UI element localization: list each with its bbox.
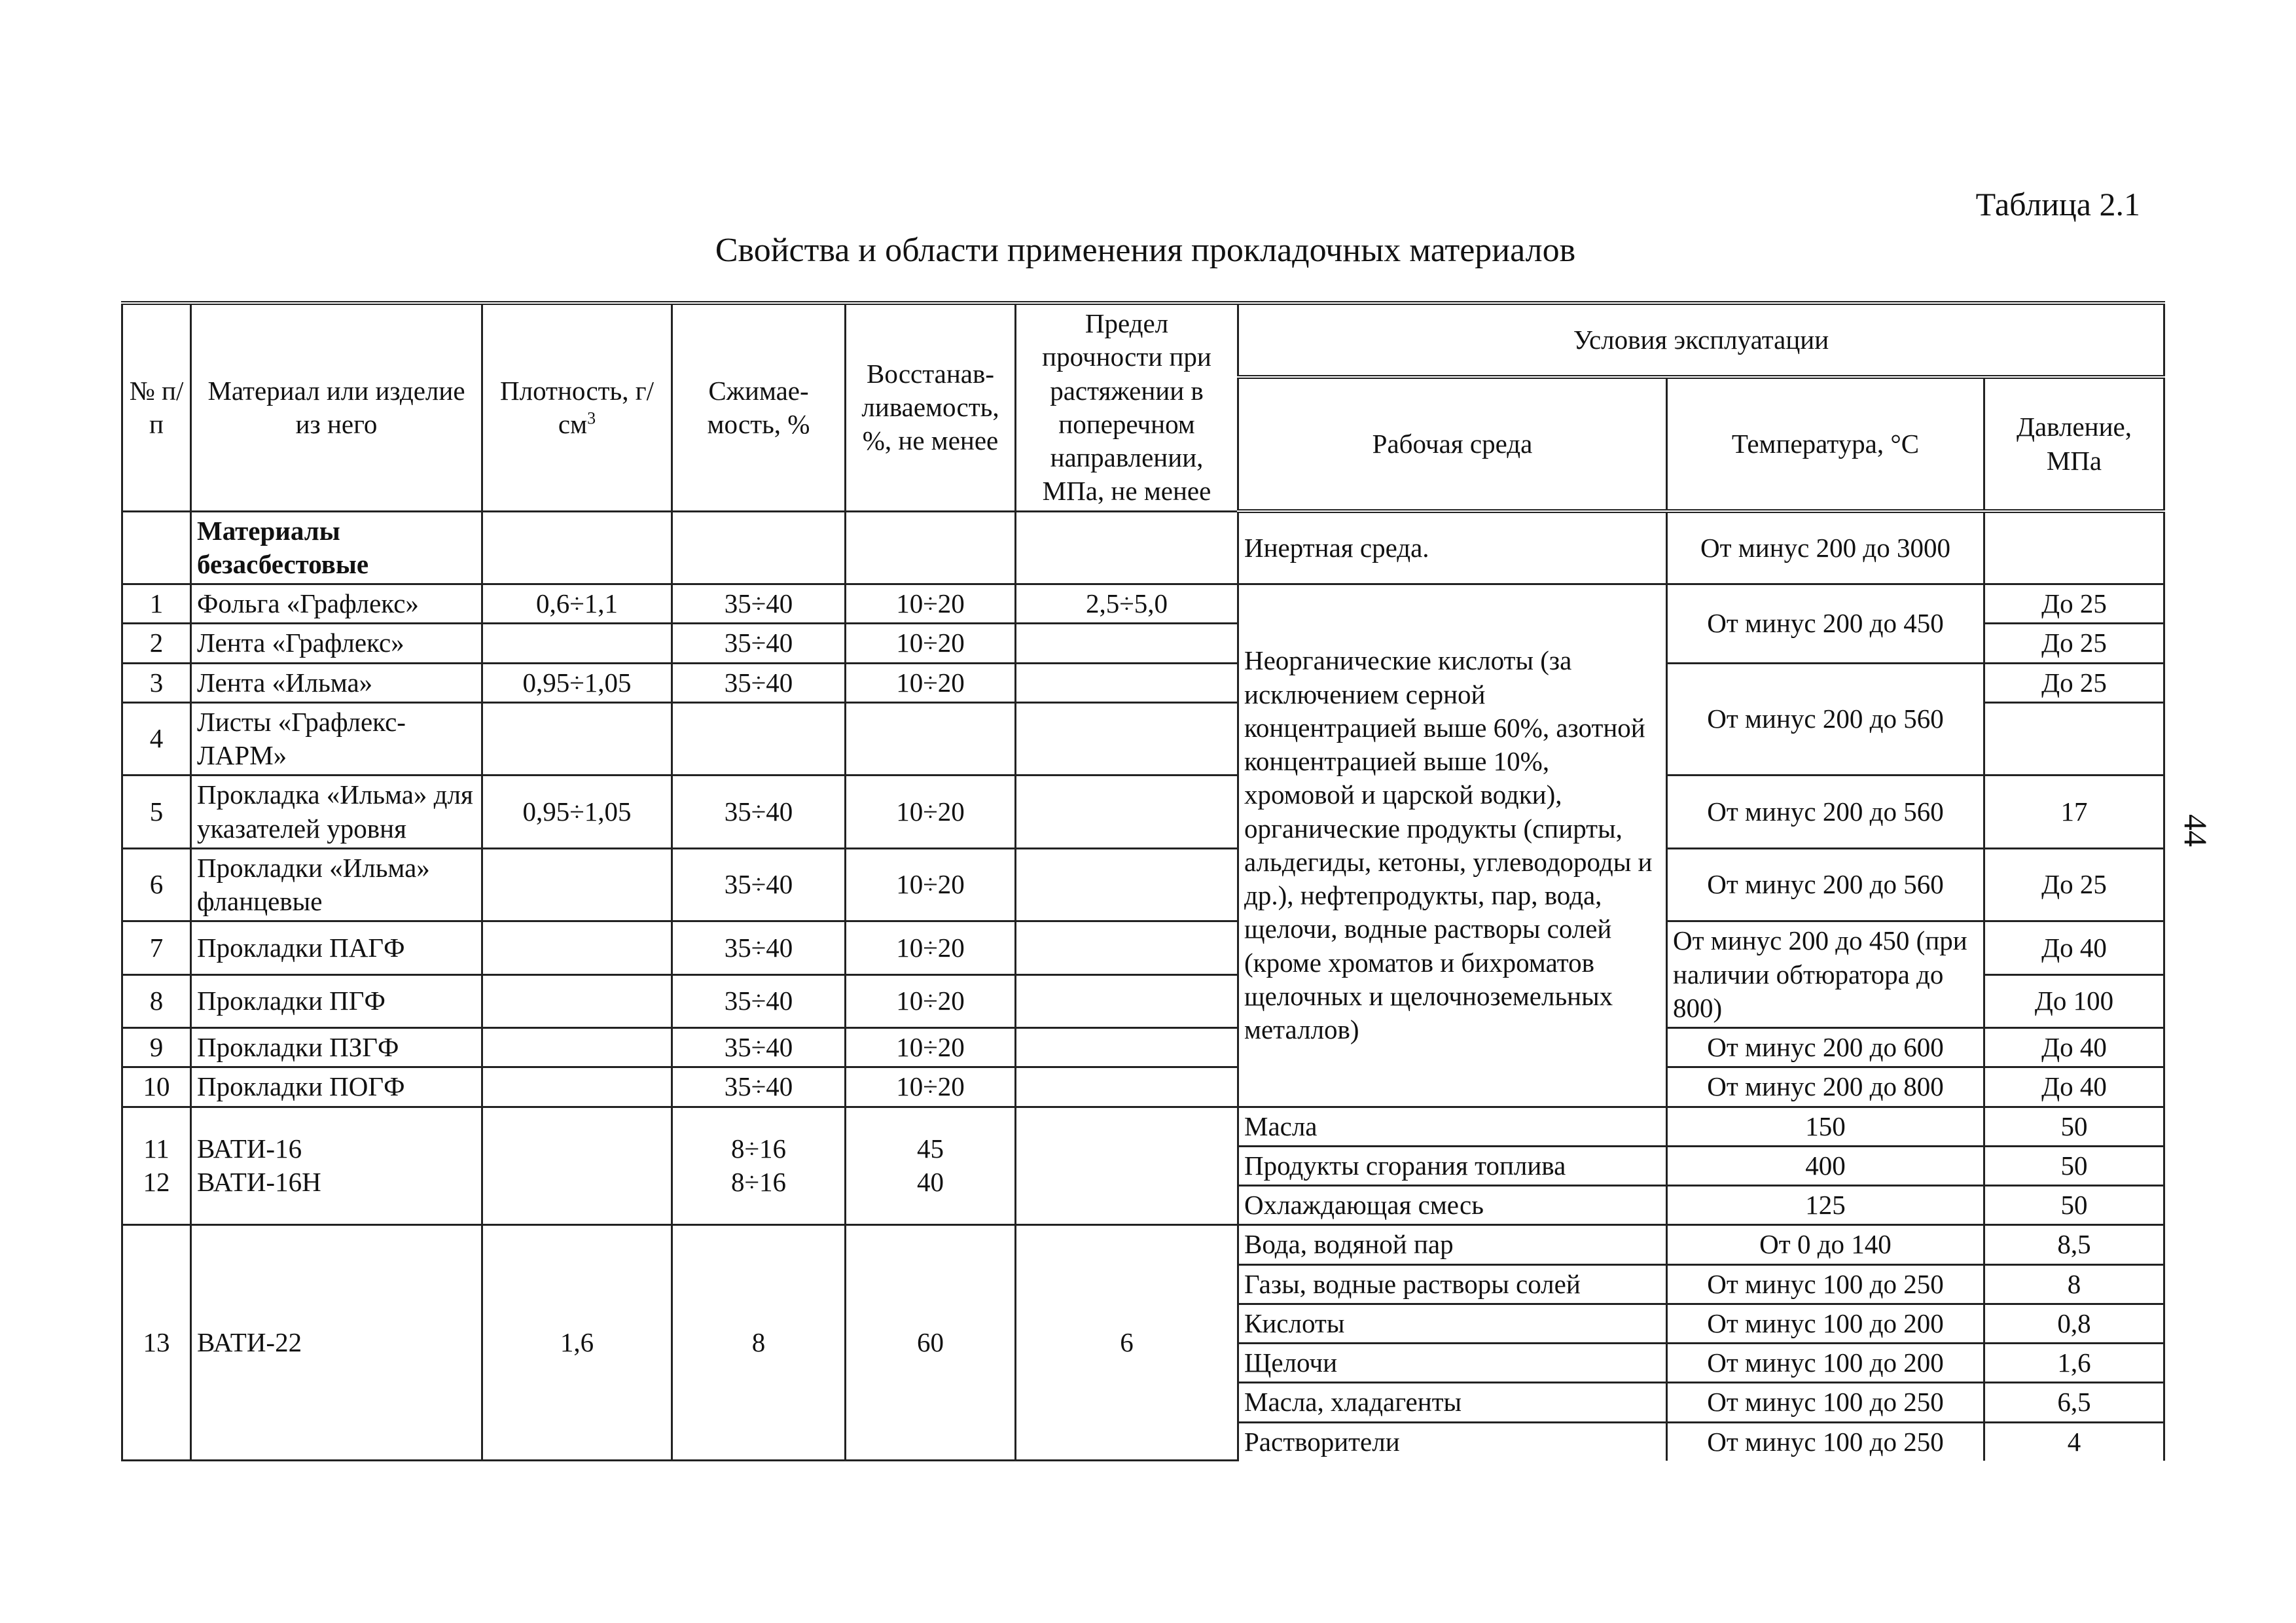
row-num: 11 12 [122,1107,191,1225]
material-cell: Листы «Графлекс-ЛАРМ» [191,702,482,776]
header-recovery: Восстанав- ливаемость, %, не менее [846,303,1016,511]
table-row [122,848,2164,921]
strength-cell [1016,663,1238,702]
pressure-cell: До 25 [1984,848,2164,921]
strength-cell [1016,1067,1238,1107]
medium-cell: Продукты сгорания топлива [1238,1146,1667,1185]
compress-cell: 35÷40 [672,848,846,921]
strength-cell: 2,5÷5,0 [1016,584,1238,624]
density-cell: 0,6÷1,1 [482,584,672,624]
table-row [122,1107,2164,1146]
material-cell: Лента «Ильма» [191,663,482,702]
temperature-cell: От 0 до 140 [1667,1225,1984,1264]
material-cell: Фольга «Графлекс» [191,584,482,624]
recovery-cell: 10÷20 [846,848,1016,921]
temperature-cell: От минус 100 до 250 [1667,1264,1984,1304]
row-num: 8 [122,974,191,1027]
compress-cell: 35÷40 [672,1067,846,1107]
header-medium: Рабочая среда [1238,377,1667,511]
material-cell: ВАТИ-22 [191,1225,482,1461]
density-cell [482,1107,672,1225]
temperature-cell: От минус 200 до 450 (при наличии обтюратора до 800) [1667,921,1984,1028]
strength-cell [1016,848,1238,921]
recovery-cell: 60 [846,1225,1016,1461]
temperature-cell: От минус 200 до 560 [1667,848,1984,921]
compress-cell: 8÷16 8÷16 [672,1107,846,1225]
density-cell [482,848,672,921]
medium-cell: Масла [1238,1107,1667,1146]
strength-cell [1016,921,1238,974]
recovery-cell: 10÷20 [846,1067,1016,1107]
compress-cell: 35÷40 [672,921,846,974]
material-cell: Лента «Графлекс» [191,624,482,663]
compress-cell: 35÷40 [672,974,846,1027]
pressure-cell: 4 [1984,1422,2164,1461]
density-cell [482,1067,672,1107]
pressure-cell: 0,8 [1984,1304,2164,1343]
recovery-cell [846,702,1016,776]
density-cell: 0,95÷1,05 [482,663,672,702]
table-row [122,776,2164,849]
temperature-cell: От минус 100 до 250 [1667,1383,1984,1422]
strength-cell [1016,1028,1238,1067]
medium-cell: Кислоты [1238,1304,1667,1343]
compress-cell: 8 [672,1225,846,1461]
material-cell: ВАТИ-16 ВАТИ-16Н [191,1107,482,1225]
properties-table [121,301,2165,1461]
compress-cell: 35÷40 [672,584,846,624]
recovery-cell: 10÷20 [846,1028,1016,1067]
recovery-cell: 45 40 [846,1107,1016,1225]
row-num: 5 [122,776,191,849]
medium-cell: Газы, водные растворы солей [1238,1264,1667,1304]
pressure-cell [1984,702,2164,776]
table-row [122,1028,2164,1067]
temperature-cell: 125 [1667,1186,1984,1225]
material-cell: Прокладки «Ильма» фланцевые [191,848,482,921]
recovery-cell: 10÷20 [846,584,1016,624]
density-cell [482,624,672,663]
strength-cell [1016,974,1238,1027]
row-num: 3 [122,663,191,702]
pressure-cell: 17 [1984,776,2164,849]
medium-cell: Охлаждающая смесь [1238,1186,1667,1225]
header-conditions: Условия эксплуатации [1238,303,2164,377]
recovery-cell: 10÷20 [846,624,1016,663]
material-cell: Прокладка «Ильма» для указателей уровня [191,776,482,849]
pressure-cell: До 25 [1984,624,2164,663]
density-cell [482,702,672,776]
recovery-cell: 10÷20 [846,974,1016,1027]
recovery-cell: 10÷20 [846,663,1016,702]
temperature-cell: От минус 200 до 450 [1667,584,1984,664]
temperature-cell: От минус 100 до 200 [1667,1344,1984,1383]
recovery-cell: 10÷20 [846,921,1016,974]
temperature-cell: От минус 200 до 560 [1667,776,1984,849]
pressure-cell: 8 [1984,1264,2164,1304]
header-temperature: Температура, °С [1667,377,1984,511]
medium-cell: Инертная среда. [1238,511,1667,584]
compress-cell: 35÷40 [672,776,846,849]
compress-cell: 35÷40 [672,663,846,702]
page-number: 44 [2178,814,2214,847]
row-num: 9 [122,1028,191,1067]
pressure-cell: 50 [1984,1107,2164,1146]
header-compressibility: Сжимае- мость, % [672,303,846,511]
acids-medium-cell: Неорганические кислоты (за исключением серной концентрацией выше 60%, азотной концентрацией выше 10%, хромовой и царской водки), органические продукты (спирты, альдегиды, кетоны, углеводороды и др.), нефтепродукты, пар, вода, щелочи, водные растворы солей (кроме хроматов и бихроматов щелочных и щелочноземельных металлов) [1238,584,1667,1107]
material-cell: Прокладки ПОГФ [191,1067,482,1107]
recovery-cell: 10÷20 [846,776,1016,849]
pressure-cell: 1,6 [1984,1344,2164,1383]
density-cell: 0,95÷1,05 [482,776,672,849]
pressure-cell: До 25 [1984,584,2164,624]
row-num: 7 [122,921,191,974]
row-num: 1 [122,584,191,624]
temperature-cell: 150 [1667,1107,1984,1146]
temperature-cell: От минус 100 до 250 [1667,1422,1984,1461]
temperature-cell: От минус 100 до 200 [1667,1304,1984,1343]
pressure-cell: 50 [1984,1146,2164,1185]
table-row [122,1067,2164,1107]
material-cell: Прокладки ПГФ [191,974,482,1027]
temperature-cell: 400 [1667,1146,1984,1185]
row-num: 10 [122,1067,191,1107]
density-cell [482,974,672,1027]
table-label: Таблица 2.1 [1975,186,2140,223]
temperature-cell: От минус 200 до 3000 [1667,511,1984,584]
pressure-cell: До 100 [1984,974,2164,1027]
temperature-cell: От минус 200 до 560 [1667,663,1984,776]
group-title: Материалы безасбестовые [191,511,482,584]
density-cell [482,1028,672,1067]
row-num: 13 [122,1225,191,1461]
header-density: Плотность, $г/см^3$ [482,303,672,511]
temperature-cell: От минус 200 до 600 [1667,1028,1984,1067]
header-num: № п/п [122,303,191,511]
compress-cell: 35÷40 [672,624,846,663]
pressure-cell [1984,511,2164,584]
document-title: Свойства и области применения прокладочных материалов [715,232,1576,269]
medium-cell: Растворители [1238,1422,1667,1461]
pressure-cell: 50 [1984,1186,2164,1225]
row-num: 6 [122,848,191,921]
pressure-cell: До 25 [1984,663,2164,702]
pressure-cell: До 40 [1984,1028,2164,1067]
medium-cell: Масла, хладагенты [1238,1383,1667,1422]
row-num: 2 [122,624,191,663]
density-cell: 1,6 [482,1225,672,1461]
pressure-cell: 6,5 [1984,1383,2164,1422]
table-row [122,511,2164,584]
header-pressure: Давление, МПа [1984,377,2164,511]
medium-cell: Щелочи [1238,1344,1667,1383]
row-num: 4 [122,702,191,776]
table-row [122,1225,2164,1264]
table-row [122,663,2164,702]
pressure-cell: 8,5 [1984,1225,2164,1264]
temperature-cell: От минус 200 до 800 [1667,1067,1984,1107]
compress-cell: 35÷40 [672,1028,846,1067]
compress-cell [672,702,846,776]
material-cell: Прокладки ПЗГФ [191,1028,482,1067]
header-strength: Предел прочности при растяжении в поперечном направлении, МПа, не менее [1016,303,1238,511]
strength-cell [1016,776,1238,849]
density-cell [482,921,672,974]
strength-cell [1016,1107,1238,1225]
medium-cell: Вода, водяной пар [1238,1225,1667,1264]
strength-cell: 6 [1016,1225,1238,1461]
pressure-cell: До 40 [1984,921,2164,974]
strength-cell [1016,624,1238,663]
material-cell: Прокладки ПАГФ [191,921,482,974]
strength-cell [1016,702,1238,776]
table-row [122,921,2164,974]
pressure-cell: До 40 [1984,1067,2164,1107]
table-row [122,584,2164,624]
header-material: Материал или изделие из него [191,303,482,511]
